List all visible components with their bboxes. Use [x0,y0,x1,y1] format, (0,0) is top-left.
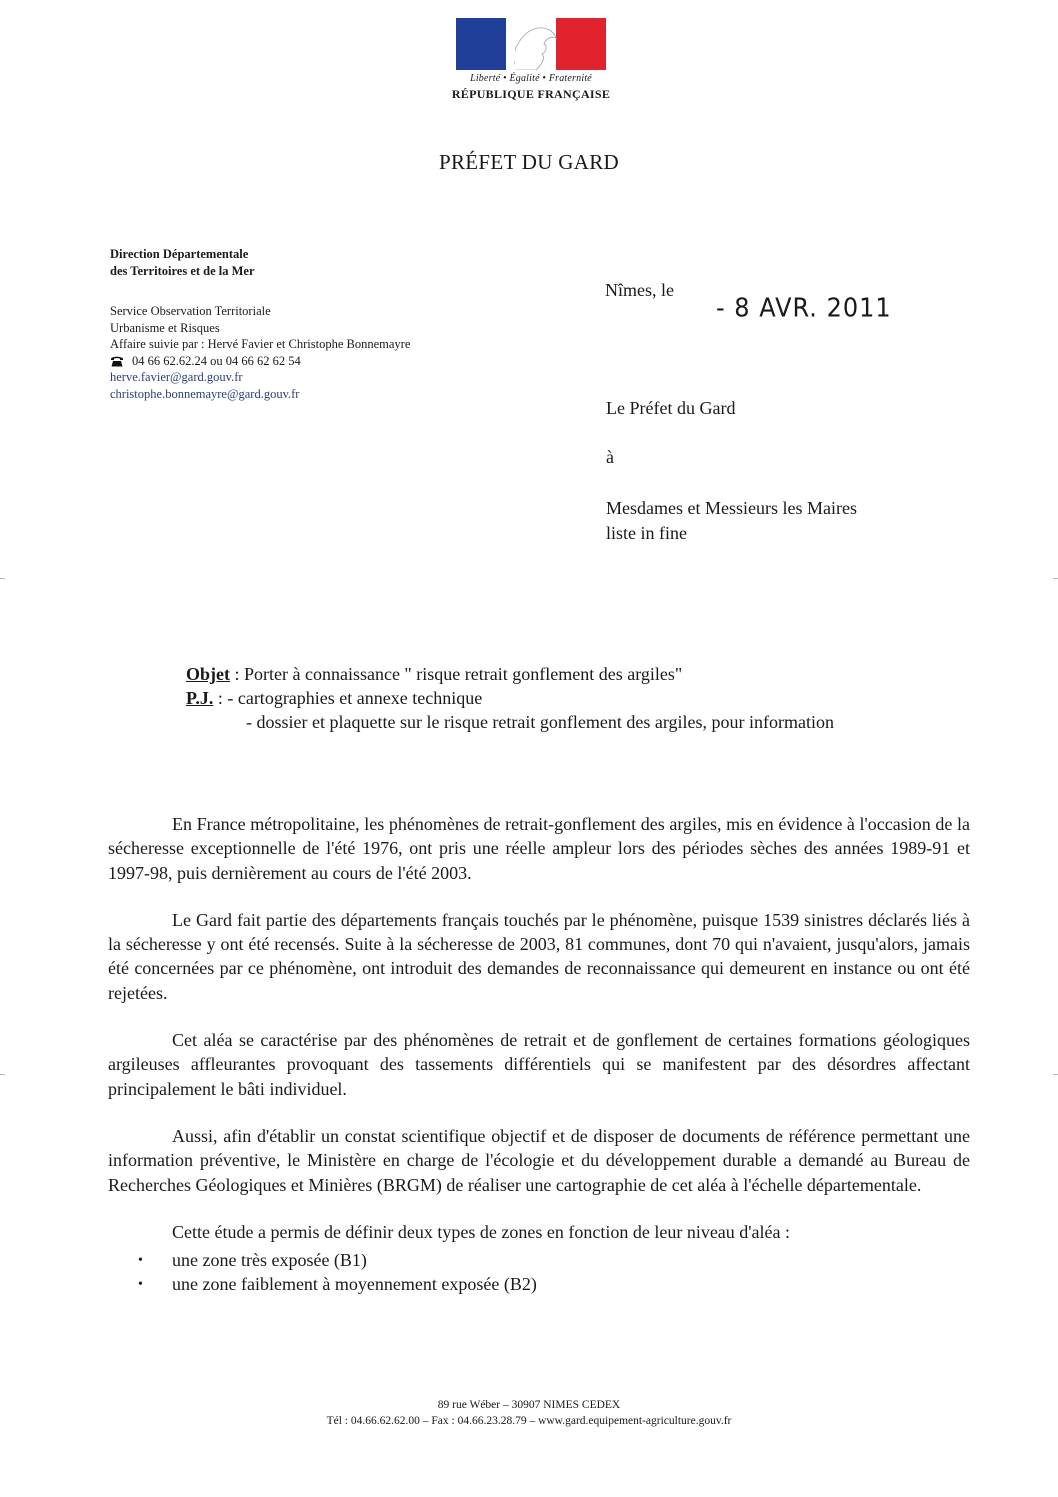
subject-block [186,662,834,734]
republique-francaise-logo [451,18,611,102]
prefet-title: PRÉFET DU GARD [438,150,619,174]
list-item: • une zone faiblement à moyennement exposée (B2) [108,1272,970,1296]
phone-number: 04 66 62.62.24 ou 04 66 62 62 54 [132,353,301,368]
letter-body [108,812,970,1297]
attachments-line-2: - dossier et plaquette sur le risque retrait gonflement des argiles, pour information [246,712,834,732]
telephone-icon [110,355,124,367]
date-label: Nîmes, le [605,280,674,300]
attachments-text: : - cartographies et annexe technique [213,688,483,708]
service-line: Service Observation Territoriale [110,304,271,318]
phone-line [110,353,410,370]
zone-list [108,1248,970,1297]
scan-mark [1053,1074,1058,1075]
recipient-preposition: à [606,447,614,467]
body-paragraph: En France métropolitaine, les phénomènes de retrait-gonflement des argiles, mis en évidence à l'occasion de la sécheresse exceptionnelle de l'été 1976, ont pris une réelle ampleur lors des périodes sèches des années 1989-91 et 1997-98, puis dernièrement au cours de l'été 2003. [108,814,970,883]
affaire-suivie-line: Affaire suivie par : Hervé Favier et Christophe Bonnemayre [110,337,411,351]
email-link[interactable]: herve.favier@gard.gouv.fr [110,370,243,384]
body-paragraph: Cette étude a permis de définir deux types de zones en fonction de leur niveau d'aléa : [172,1221,791,1242]
motto: Liberté • Égalité • Fraternité [470,73,592,84]
department-line: des Territoires et de la Mer [110,264,255,278]
attachments-label: P.J. [186,688,214,708]
recipient-line: Mesdames et Messieurs les Maires [606,498,857,518]
subject-text: : Porter à connaissance " risque retrait gonflement des argiles" [230,664,683,684]
date-stamp: - 8 AVR. 2011 [716,292,892,324]
body-paragraph: Aussi, afin d'établir un constat scientifique objectif et de disposer de documents de référence permettant une information préventive, le Ministère en charge de l'écologie et du développement durable a demandé au Bureau de Recherches Géologiques et Minières (BRGM) de réaliser une cartographie de cet aléa à l'échelle départementale. [108,1125,970,1195]
recipient-line: liste in fine [606,523,687,543]
attachments-line [186,686,834,710]
email-link[interactable]: christophe.bonnemayre@gard.gouv.fr [110,386,300,401]
department-line: Direction Départementale [110,247,249,261]
footer-contact: Tél : 04.66.62.62.00 – Fax : 04.66.23.28.79 – www.gard.equipement-agriculture.gouv.fr [326,1415,732,1427]
footer [0,1397,1058,1429]
body-paragraph: Cet aléa se caractérise par des phénomènes de retrait et de gonflement de certaines formations géologiques argileuses affleurantes provoquant des tassements différentiels qui se manifestent par des désordres affectant principalement le bâti individuel. [108,1030,970,1099]
scan-mark [0,1074,5,1075]
republique-francaise-label: RÉPUBLIQUE FRANÇAISE [451,87,611,101]
subject-label: Objet [186,664,230,684]
body-paragraph: Le Gard fait partie des départements français touchés par le phénomène, puisque 1539 sinistres déclarés liés à la sécheresse y ont été recensés. Suite à la sécheresse de 2003, 81 communes, dont 70 qui n'avaient, jusqu'alors, jamais été concernées par ce phénomène, ont introduit des demandes de reconnaissance qui demeurent en instance ou ont été rejetées. [108,909,970,1003]
scan-mark [0,578,5,579]
scan-mark [1053,578,1058,579]
recipient-block [606,496,857,546]
service-contact-block [110,303,410,402]
footer-address: 89 rue Wéber – 30907 NIMES CEDEX [437,1399,621,1411]
department-name [110,246,255,280]
sender-title: Le Préfet du Gard [606,398,736,418]
marianne-flag-icon [456,18,606,70]
list-item: • une zone très exposée (B1) [108,1248,970,1272]
subject-line [186,662,834,686]
service-line: Urbanisme et Risques [110,320,220,335]
